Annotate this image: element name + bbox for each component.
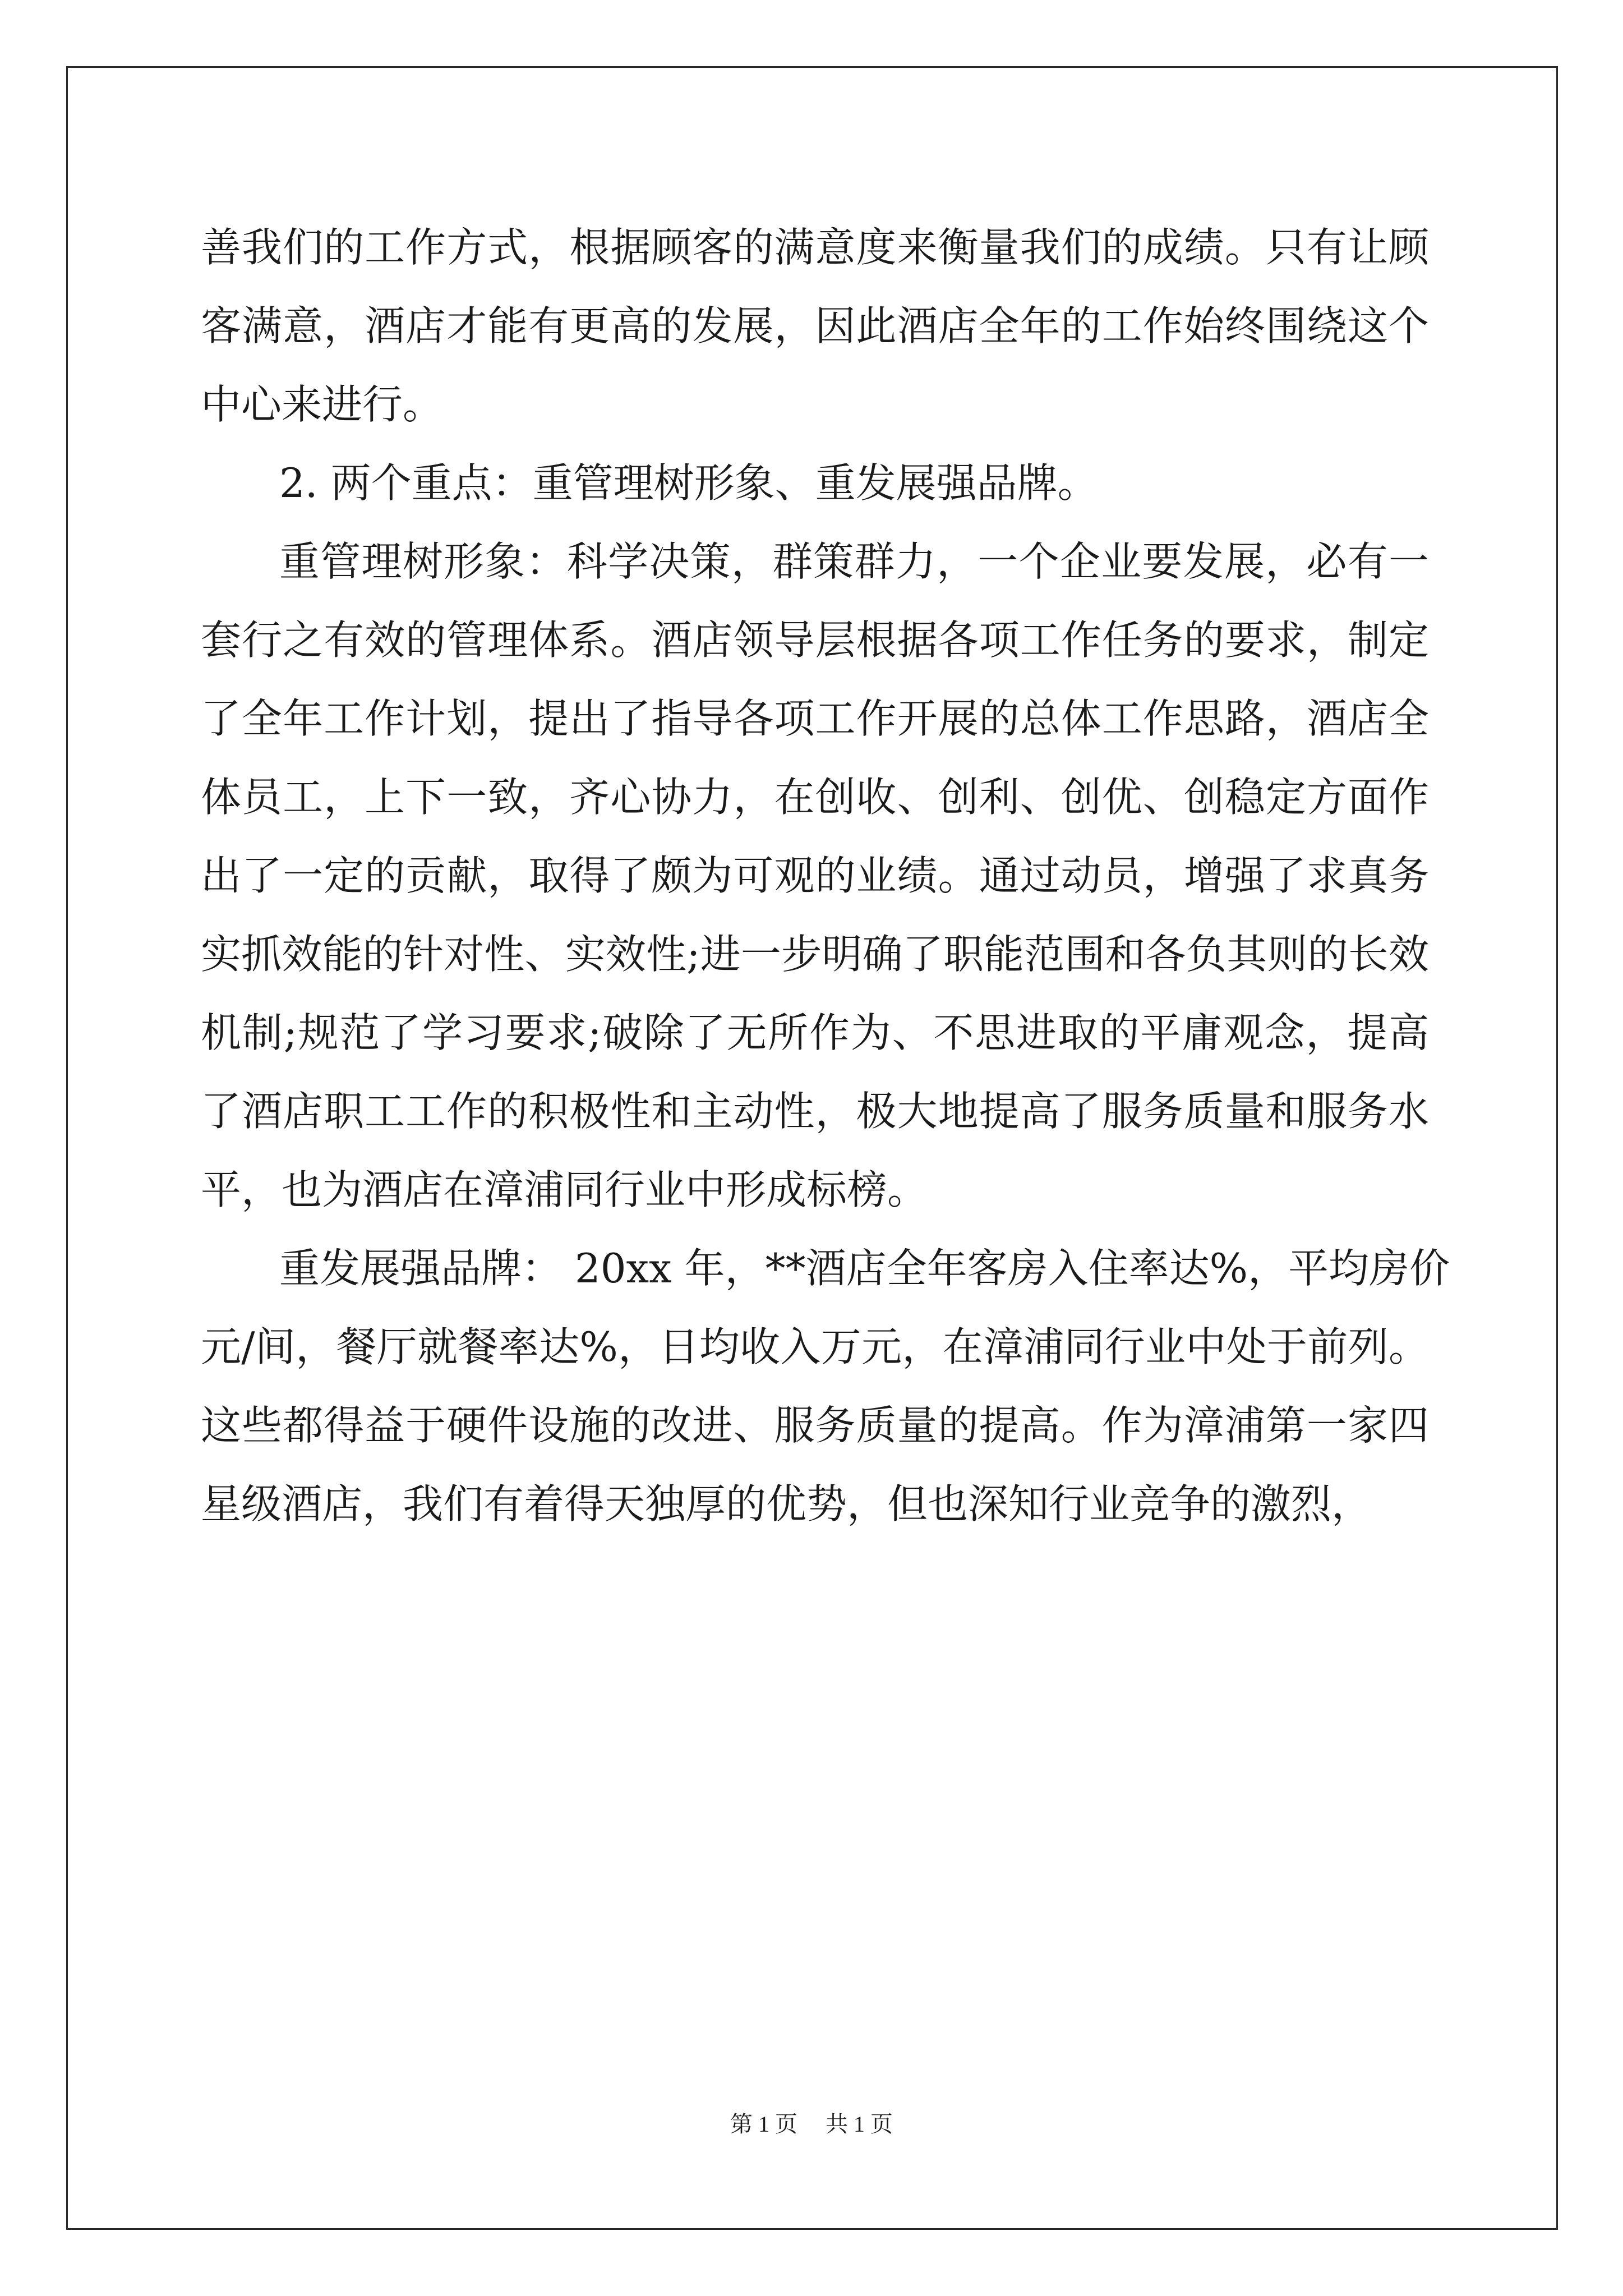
text-line: 元/间，餐厅就餐率达%，日均收入万元，在漳浦同行业中处于前列。 bbox=[201, 1323, 1429, 1370]
page-number-current: 第 1 页 bbox=[730, 2111, 797, 2137]
text-line: 了全年工作计划，提出了指导各项工作开展的总体工作思路，酒店全 bbox=[201, 695, 1429, 742]
text-line: 体员工，上下一致，齐心协力，在创收、创利、创优、创稳定方面作 bbox=[201, 774, 1429, 821]
text-line: 星级酒店，我们有着得天独厚的优势，但也深知行业竞争的激烈， bbox=[201, 1480, 1372, 1527]
paragraph-first-line: 重发展强品牌： 20xx 年，**酒店全年客房入住率达%，平均房价 bbox=[279, 1245, 1450, 1292]
text-line: 了酒店职工工作的积极性和主动性，极大地提高了服务质量和服务水 bbox=[201, 1088, 1429, 1135]
paragraph-first-line: 重管理树形象：科学决策，群策群力，一个企业要发展，必有一 bbox=[279, 538, 1429, 585]
text-line: 套行之有效的管理体系。酒店领导层根据各项工作任务的要求，制定 bbox=[201, 616, 1429, 664]
text-line: 实抓效能的针对性、实效性;进一步明确了职能范围和各负其则的长效 bbox=[201, 931, 1429, 978]
text-line: 这些都得益于硬件设施的改进、服务质量的提高。作为漳浦第一家四 bbox=[201, 1402, 1429, 1449]
text-line: 客满意，酒店才能有更高的发展，因此酒店全年的工作始终围绕这个 bbox=[201, 302, 1429, 349]
numbered-heading: 2. 两个重点：重管理树形象、重发展强品牌。 bbox=[279, 459, 1098, 507]
text-line: 中心来进行。 bbox=[201, 381, 444, 428]
text-line: 出了一定的贡献，取得了颇为可观的业绩。通过动员，增强了求真务 bbox=[201, 852, 1429, 899]
text-line: 善我们的工作方式，根据顾客的满意度来衡量我们的成绩。只有让顾 bbox=[201, 224, 1429, 271]
page-number-total: 共 1 页 bbox=[826, 2111, 893, 2137]
text-line: 机制;规范了学习要求;破除了无所作为、不思进取的平庸观念，提高 bbox=[201, 1009, 1429, 1056]
page-footer bbox=[0, 2106, 1623, 2138]
text-line: 平，也为酒店在漳浦同行业中形成标榜。 bbox=[201, 1166, 928, 1213]
